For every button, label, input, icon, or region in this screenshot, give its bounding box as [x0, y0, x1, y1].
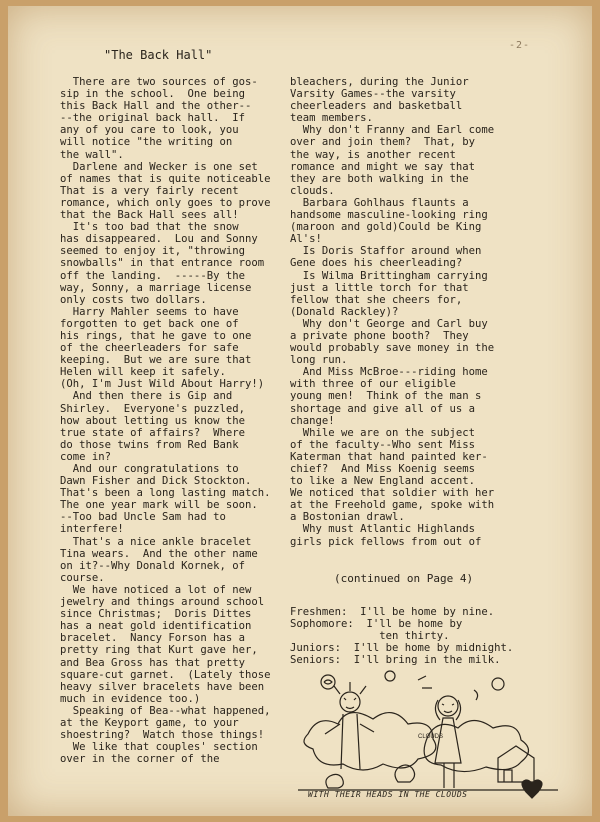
- text-line: The one year mark will be soon.: [60, 499, 258, 512]
- text-line: romance, which only goes to prove: [60, 196, 271, 209]
- text-line: clouds.: [290, 184, 335, 197]
- text-line: the wall".: [60, 148, 124, 161]
- text-line: this Back Hall and the other--: [60, 100, 252, 113]
- text-line: how about letting us know the: [60, 414, 245, 427]
- text-line: only costs two dollars.: [60, 293, 207, 306]
- text-line: (Donald Rackley)?: [290, 305, 399, 318]
- text-line: heavy silver bracelets have been: [60, 680, 265, 693]
- text-line: We have noticed a lot of new: [60, 583, 252, 596]
- cartoon-illustration: [298, 664, 558, 804]
- text-line: that the Back Hall sees all!: [60, 209, 239, 222]
- text-line: That's a nice ankle bracelet: [60, 535, 252, 548]
- text-line: forgotten to get back one of: [60, 317, 239, 330]
- text-line: of the cheerleaders for safe: [60, 342, 239, 355]
- text-line: snowballs" in that entrance room: [60, 257, 265, 270]
- text-line: We noticed that soldier with her: [290, 487, 495, 500]
- text-line: sip in the school. One being: [60, 88, 245, 101]
- text-line: Shirley. Everyone's puzzled,: [60, 402, 245, 415]
- text-line: since Christmas; Doris Dittes: [60, 608, 252, 621]
- text-line: cheerleaders and basketball: [290, 100, 463, 113]
- text-line: --the original back hall. If: [60, 112, 245, 125]
- text-line: And then there is Gip and: [60, 390, 233, 403]
- text-line: would probably save money in the: [290, 342, 495, 355]
- text-line: --Too bad Uncle Sam had to: [60, 511, 226, 524]
- text-line: It's too bad that the snow: [60, 221, 239, 234]
- cloud-shape: [304, 713, 436, 770]
- text-line: There are two sources of gos-: [60, 76, 258, 88]
- text-line: Tina wears. And the other name: [60, 547, 258, 560]
- joke-line: Seniors: I'll bring in the milk.: [290, 654, 501, 667]
- text-line: over and join them? That, by: [290, 136, 475, 149]
- text-line: keeping. But we are sure that: [60, 354, 252, 367]
- text-line: they are both walking in the: [290, 172, 469, 185]
- text-line: shortage and give all of us a: [290, 402, 475, 415]
- text-line: interfere!: [60, 523, 124, 536]
- text-line: Why must Atlantic Highlands: [290, 523, 475, 536]
- text-line: off the landing. -----By the: [60, 269, 245, 282]
- text-line: a Bostonian drawl.: [290, 511, 405, 524]
- text-line: Why don't George and Carl buy: [290, 317, 488, 330]
- text-line: Varsity Games--the varsity: [290, 88, 456, 101]
- text-line: romance and might we say that: [290, 160, 475, 173]
- text-line: fellow that she cheers for,: [290, 293, 463, 306]
- text-line: of names that is quite noticeable: [60, 172, 271, 185]
- text-line: true state of affairs? Where: [60, 426, 245, 439]
- left-column: [60, 76, 322, 765]
- text-line: jewelry and things around school: [60, 596, 265, 609]
- text-line: at the Keyport game, to your: [60, 716, 239, 729]
- curfew-jokes: [290, 606, 513, 666]
- text-line: (maroon and gold)Could be King: [290, 221, 482, 234]
- text-line: Why don't Franny and Earl come: [290, 124, 495, 137]
- text-line: Speaking of Bea--what happened,: [60, 704, 271, 717]
- text-line: young men! Think of the man s: [290, 390, 482, 403]
- text-line: And Miss McBroe---riding home: [290, 366, 488, 379]
- text-line: much in evidence too.): [60, 692, 201, 705]
- column-heading: "The Back Hall": [104, 48, 213, 62]
- text-line: change!: [290, 414, 335, 427]
- text-line: do those twins from Red Bank: [60, 438, 239, 451]
- cloud-label: CLOUDS: [418, 734, 444, 740]
- text-line: any of you care to look, you: [60, 124, 239, 137]
- text-line: with three of our eligible: [290, 378, 456, 391]
- joke-line: Juniors: I'll be home by midnight.: [290, 642, 514, 655]
- text-line: Is Doris Staffor around when: [290, 245, 482, 258]
- text-line: of the faculty--Who sent Miss: [290, 438, 475, 451]
- text-line: and Bea Gross has that pretty: [60, 656, 245, 669]
- text-line: handsome masculine-looking ring: [290, 209, 488, 222]
- text-line: just a little torch for that: [290, 281, 469, 294]
- text-line: Al's!: [290, 233, 322, 246]
- text-line: long run.: [290, 354, 348, 367]
- text-line: team members.: [290, 112, 373, 125]
- text-line: will notice "the writing on: [60, 136, 233, 149]
- right-column: [290, 76, 552, 548]
- text-line: square-cut garnet. (Lately those: [60, 668, 271, 681]
- text-line: seemed to enjoy it, "throwing: [60, 245, 245, 258]
- text-line: has disappeared. Lou and Sonny: [60, 233, 258, 246]
- text-line: Barbara Gohlhaus flaunts a: [290, 196, 469, 209]
- text-line: Dawn Fisher and Dick Stockton.: [60, 475, 252, 488]
- text-line: Is Wilma Brittingham carrying: [290, 269, 488, 282]
- text-line: has a neat gold identification: [60, 620, 252, 633]
- text-line: That is a very fairly recent: [60, 184, 239, 197]
- text-line: Katerman that hand painted ker-: [290, 450, 488, 463]
- text-line: pretty ring that Kurt gave her,: [60, 644, 258, 657]
- text-line: While we are on the subject: [290, 426, 475, 439]
- heart-doodle: [522, 780, 542, 798]
- text-line: (Oh, I'm Just Wild About Harry!): [60, 378, 265, 391]
- text-line: bracelet. Nancy Forson has a: [60, 632, 245, 645]
- text-line: course.: [60, 571, 105, 584]
- text-line: his rings, that he gave to one: [60, 329, 252, 342]
- text-line: to like a New England accent.: [290, 475, 475, 488]
- text-line: a private phone booth? They: [290, 329, 469, 342]
- joke-line: Sophomore: I'll be home by: [290, 618, 463, 631]
- text-line: That's been a long lasting match.: [60, 487, 271, 500]
- joke-line: Freshmen: I'll be home by nine.: [290, 606, 495, 618]
- text-line: And our congratulations to: [60, 463, 239, 475]
- text-line: over in the corner of the: [60, 753, 220, 766]
- page-number: -2-: [508, 40, 530, 51]
- newsletter-page: [8, 6, 592, 816]
- text-line: We like that couples' section: [60, 741, 258, 754]
- text-line: shoestring? Watch those things!: [60, 729, 265, 742]
- cartoon-caption: WITH THEIR HEADS IN THE CLOUDS: [308, 790, 468, 799]
- text-line: Helen will keep it safely.: [60, 366, 226, 379]
- text-line: on it?--Why Donald Kornek, of: [60, 559, 245, 572]
- text-line: the way, is another recent: [290, 148, 456, 161]
- text-line: bleachers, during the Junior: [290, 76, 469, 88]
- continued-note: (continued on Page 4): [334, 572, 474, 585]
- text-line: way, Sonny, a marriage license: [60, 281, 252, 294]
- text-line: Darlene and Wecker is one set: [60, 160, 258, 173]
- joke-line: ten thirty.: [290, 630, 450, 643]
- text-line: Gene does his cheerleading?: [290, 257, 463, 270]
- text-line: come in?: [60, 450, 112, 463]
- text-line: Harry Mahler seems to have: [60, 305, 239, 318]
- text-line: at the Freehold game, spoke with: [290, 499, 495, 512]
- text-line: girls pick fellows from out of: [290, 535, 482, 548]
- cloud-shape: [424, 721, 528, 772]
- text-line: chief? And Miss Koenig seems: [290, 463, 475, 475]
